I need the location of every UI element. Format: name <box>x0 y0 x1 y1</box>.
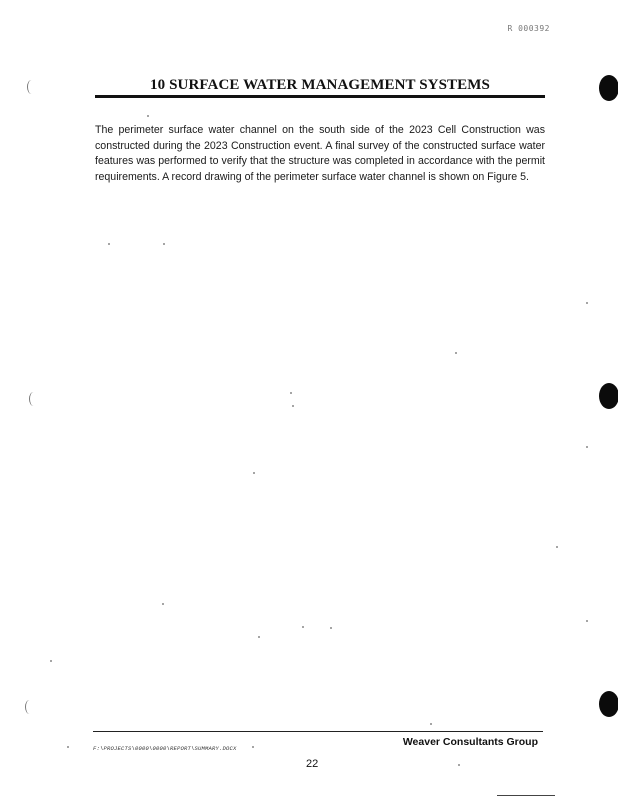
punch-hole-middle <box>599 383 618 409</box>
section-heading: 10 SURFACE WATER MANAGEMENT SYSTEMS <box>150 77 490 93</box>
scan-speck <box>50 660 52 662</box>
scan-speck <box>258 636 260 638</box>
heading-rule <box>95 95 545 98</box>
punch-hole-bottom <box>599 691 618 717</box>
footer-file-path: F:\PROJECTS\0000\0000\REPORT\SUMMARY.DOCX <box>93 745 237 752</box>
scan-speck <box>455 352 457 354</box>
scan-artifact-arc <box>27 80 36 94</box>
scan-speck <box>430 723 432 725</box>
scan-speck <box>147 115 149 117</box>
scan-speck <box>556 546 558 548</box>
scan-speck <box>252 746 254 748</box>
scan-speck <box>290 392 292 394</box>
scan-speck <box>67 746 69 748</box>
scan-artifact-arc <box>25 700 34 714</box>
scan-speck <box>253 472 255 474</box>
footer-rule <box>93 731 543 732</box>
scan-speck <box>586 302 588 304</box>
scan-speck <box>302 626 304 628</box>
body-paragraph: The perimeter surface water channel on the south side of the 2023 Cell Construction was constructed during the 2023 Construction event. A final survey of the constructed surface water features was performed to verify that the structure was completed in accordance with the permit requirements. A record drawing of the perimeter surface water channel is shown on Figure 5. <box>95 124 545 183</box>
scan-speck <box>330 627 332 629</box>
footer-company-name: Weaver Consultants Group <box>402 736 538 748</box>
page-number: 22 <box>306 758 319 770</box>
bottom-rule <box>497 795 555 796</box>
punch-hole-top <box>599 75 618 101</box>
scan-speck <box>108 243 110 245</box>
scan-artifact-arc <box>29 392 38 406</box>
scan-speck <box>292 405 294 407</box>
bates-number: R 000392 <box>507 24 550 33</box>
scan-speck <box>163 243 165 245</box>
scan-speck <box>586 446 588 448</box>
scan-speck <box>586 620 588 622</box>
scan-speck <box>162 603 164 605</box>
scan-speck <box>458 764 460 766</box>
